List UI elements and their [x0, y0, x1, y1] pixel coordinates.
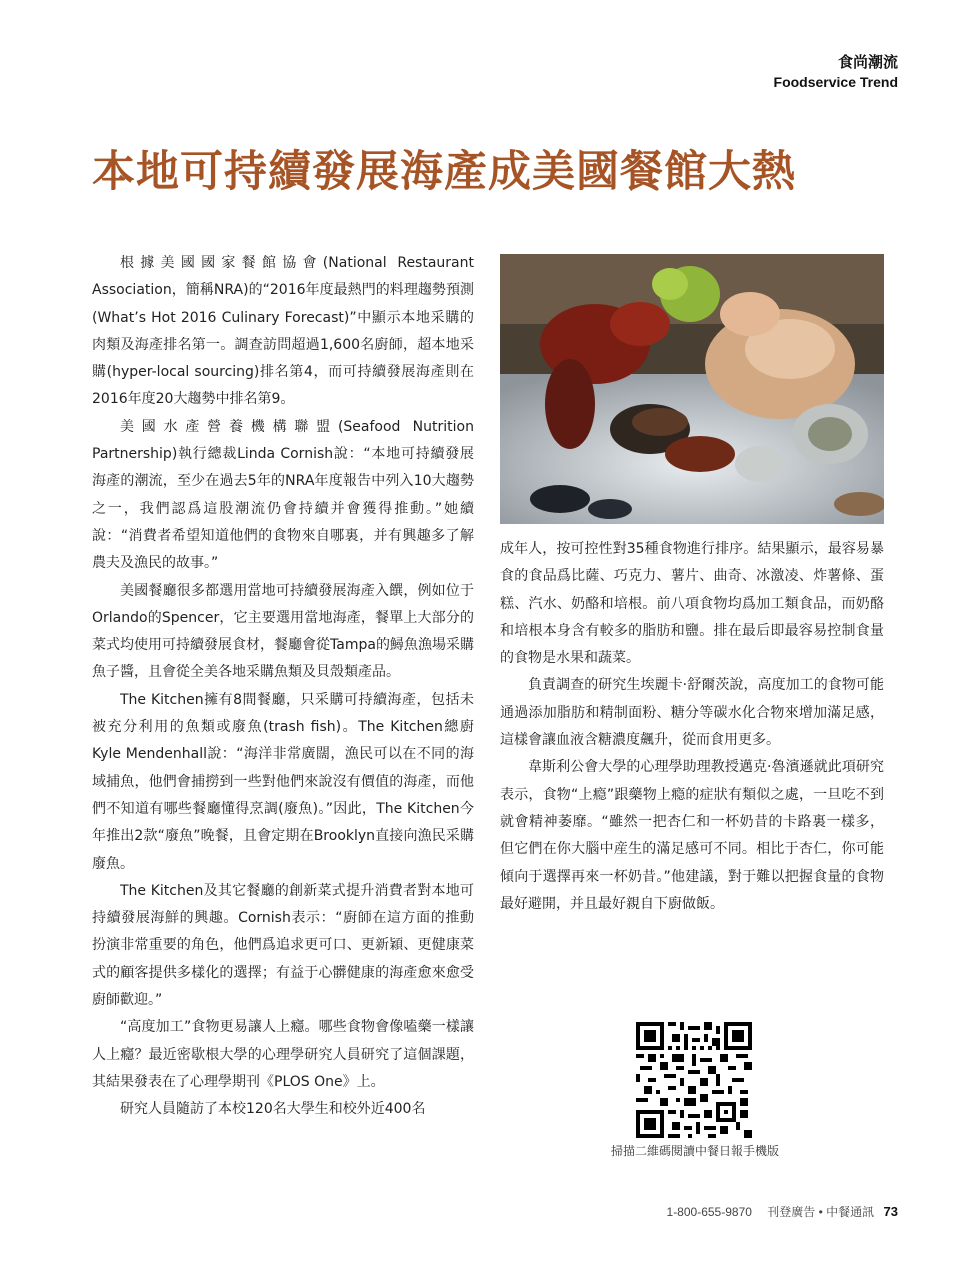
- article-paragraph: “高度加工”食物更易讓人上癮。哪些食物會像嗑藥一樣讓人上癮？最近密歇根大學的心理學研究人員研究了這個課題，其結果發表在了心理學期刊《PLOS One》上。: [92, 1019, 474, 1090]
- article-paragraph: 負責調查的研究生埃麗卡·舒爾茨說，高度加工的食物可能通過添加脂肪和精制面粉、糖分等碳水化合物來增加滿足感，這樣會讓血液含糖濃度飆升，從而食用更多。: [500, 677, 884, 749]
- qr-code-graphic: [636, 1022, 752, 1138]
- seafood-photo: [500, 254, 884, 524]
- article-paragraph: 美國水產營養機構聯盟(Seafood Nutrition Partnership)執行總裁Linda Cornish說：“本地可持續發展海產的潮流，至少在過去5年的NRA年度報告中列入10大趨勢之一，我們認爲這股潮流仍會持續并會獲得推動。”她續說：“消費者希望知道他們的食物來自哪裏，并有興趣多了解農夫及漁民的故事。”: [92, 418, 474, 572]
- article-title: 本地可持續發展海產成美國餐館大熱: [92, 147, 796, 197]
- page-number: 73: [883, 1204, 898, 1219]
- qr-code[interactable]: [636, 1022, 752, 1138]
- article-paragraph: 韋斯利公會大學的心理學助理教授邁克·魯濱遜就此項研究表示，食物“上瘾”跟藥物上瘾的症狀有類似之處，一旦吃不到就會精神萎靡。“雖然一把杏仁和一杯奶昔的卡路裏一樣多，但它們在你大腦中産生的滿足感可不同。相比于杏仁，你可能傾向于選擇再來一杯奶昔。”他建議，對于難以把握食量的食物最好避開，并且最好親自下廚做飯。: [500, 759, 884, 912]
- page-footer: [667, 1203, 898, 1220]
- article-paragraph: 成年人，按可控性對35種食物進行排序。結果顯示，最容易暴食的食品爲比薩、巧克力、薯片、曲奇、冰激凌、炸薯條、蛋糕、汽水、奶酪和培根。前八項食物均爲加工類食品，而奶酪和培根本身含有較多的脂肪和鹽。排在最后即最容易控制食量的食物是水果和蔬菜。: [500, 541, 884, 667]
- footer-ad-label: 刊登廣告: [767, 1205, 816, 1219]
- article-paragraph: 研究人員隨訪了本校120名大學生和校外近400名: [120, 1101, 426, 1118]
- article-column-right: [500, 536, 884, 918]
- qr-caption: 掃描二維碼閱讀中餐日報手機版: [610, 1144, 779, 1158]
- article-paragraph: 根據美國國家餐館協會(National Restaurant Association，簡稱NRA)的“2016年度最熱門的料理趨勢預測(What’s Hot 2016 Culinary Forecast)”中顯示本地采購的肉類及海產排名第一。調查訪問超過1,600名廚師，超本地采購(hyper-local sourcing)排名第4，而可持續發展海產則在2016年度20大趨勢中排名第9。: [92, 255, 474, 408]
- section-label-zh: 食尚潮流: [837, 53, 898, 71]
- section-label-en: Foodservice Trend: [773, 74, 898, 90]
- article-paragraph: 美國餐廳很多都選用當地可持續發展海產入饌，例如位于Orlando的Spencer，它主要選用當地海產，餐單上大部分的菜式均使用可持續發展食材，餐廳會從Tampa的鱘魚漁場采購魚子醬，且會從全美各地采購魚類及貝殼類產品。: [92, 582, 474, 681]
- footer-publication: 中餐通訊: [826, 1205, 875, 1219]
- section-header: [774, 52, 898, 92]
- footer-phone: 1-800-655-9870: [666, 1205, 752, 1219]
- footer-bullet: •: [818, 1205, 823, 1219]
- article-paragraph: The Kitchen擁有8間餐廳，只采購可持續海產，包括未被充分利用的魚類或廢魚(trash fish)。The Kitchen總廚Kyle Mendenhall說：“海洋非常廣闊，漁民可以在不同的海域捕魚，他們會捕撈到一些對他們來說沒有價值的海產，而他們不知道有哪些餐廳懂得烹調(廢魚)。”因此，The Kitchen今年推出2款“廢魚”晚餐，且會定期在Brooklyn直接向漁民采購廢魚。: [92, 691, 474, 872]
- article-paragraph: The Kitchen及其它餐廳的創新菜式提升消費者對本地可持續發展海鮮的興趣。Cornish表示：“廚師在這方面的推動扮演非常重要的角色，他們爲追求更可口、更新穎、更健康菜式的顧客提供多樣化的選擇；有益于心髒健康的海產愈來愈受廚師歡迎。”: [92, 882, 474, 1009]
- article-column-left: [92, 250, 474, 1124]
- seafood-illustration: [500, 254, 884, 524]
